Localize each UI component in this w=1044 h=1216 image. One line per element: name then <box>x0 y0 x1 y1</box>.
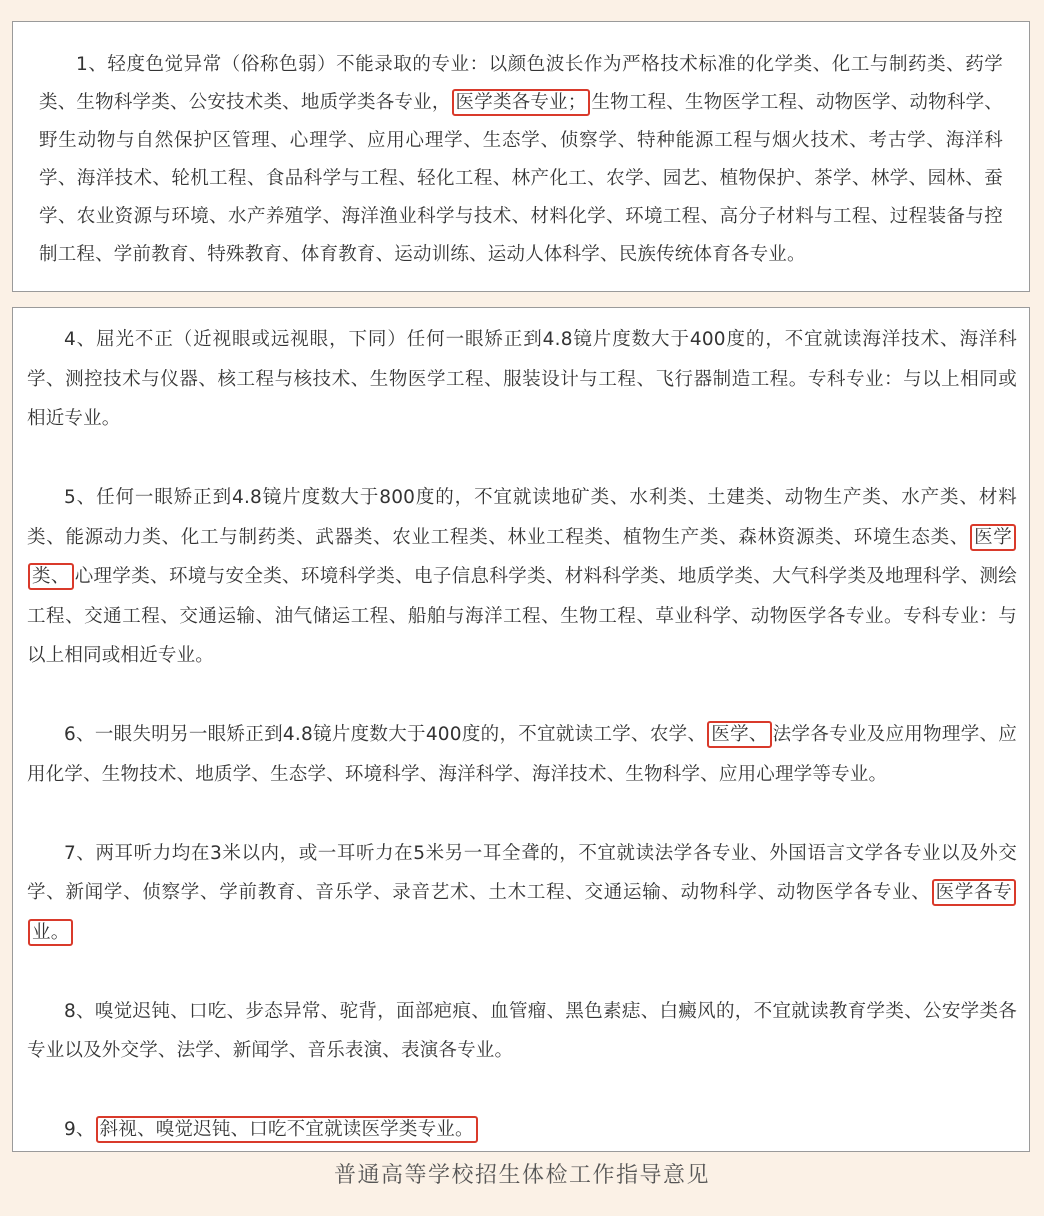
item-5 <box>27 478 1017 676</box>
item-4: 4、屈光不正（近视眼或远视眼，下同）任何一眼矫正到4.8镜片度数大于400度的，不宜就读海洋技术、海洋科学、测控技术与仪器、核工程与核技术、生物医学工程、服装设计与工程、飞行器制造工程。专科专业：与以上相同或相近专业。 <box>27 329 1017 429</box>
item-8: 8、嗅觉迟钝、口吃、步态异常、驼背，面部疤痕、血管瘤、黑色素痣、白癜风的，不宜就读教育学类、公安学类各专业以及外交学、法学、新闻学、音乐表演、表演各专业。 <box>27 1000 1017 1061</box>
item-5-highlight: 医学类、 <box>28 524 1016 591</box>
item-7 <box>27 834 1017 953</box>
excerpt-box-bottom <box>12 307 1030 1152</box>
item-6-text-after: 法学各专业及应用物理学、应用化学、生物技术、地质学、生态学、环境科学、海洋科学、海洋技术、生物科学、应用心理学等专业。 <box>27 724 1017 785</box>
item-9-highlight: 斜视、嗅觉迟钝、口吃不宜就读医学类专业。 <box>96 1116 478 1143</box>
item-1-highlight: 医学类各专业； <box>452 89 591 116</box>
source-caption: 普通高等学校招生体检工作指导意见 <box>333 1163 710 1188</box>
item-5-text-before: 5、任何一眼矫正到4.8镜片度数大于800度的，不宜就读地矿类、水利类、土建类、动物生产类、水产类、材料类、能源动力类、化工与制药类、武器类、农业工程类、林业工程类、植物生产类、森林资源类、环境生态类、 <box>27 487 1017 548</box>
item-7-text-before: 7、两耳听力均在3米以内，或一耳听力在5米另一耳全聋的，不宜就读法学各专业、外国语言文学各专业以及外交学、新闻学、侦察学、学前教育、音乐学、录音艺术、土木工程、交通运输、动物科学、动物医学各专业、 <box>27 842 1017 903</box>
item-9 <box>27 1110 1017 1150</box>
item-1-text-after: 生物工程、生物医学工程、动物医学、动物科学、野生动物与自然保护区管理、心理学、应用心理学、生态学、侦察学、特种能源工程与烟火技术、考古学、海洋科学、海洋技术、轮机工程、食品科学与工程、轻化工程、林产化工、农学、园艺、植物保护、茶学、林学、园林、蚕学、农业资源与环境、水产养殖学、海洋渔业科学与技术、材料化学、环境工程、高分子材料与工程、过程装备与控制工程、学前教育、特殊教育、体育教育、运动训练、运动人体科学、民族传统体育各专业。 <box>39 92 1003 265</box>
item-6-text-before: 6、一眼失明另一眼矫正到4.8镜片度数大于400度的，不宜就读工学、农学、 <box>64 724 707 745</box>
excerpt-box-top <box>12 21 1030 292</box>
item-5-text-after: 心理学类、环境与安全类、环境科学类、电子信息科学类、材料科学类、地质学类、大气科学类及地理科学、测绘工程、交通工程、交通运输、油气储运工程、船舶与海洋工程、生物工程、草业科学、动物医学各专业。专科专业：与以上相同或相近专业。 <box>27 566 1017 666</box>
item-1-text-before: 1、轻度色觉异常（俗称色弱）不能录取的专业：以颜色波长作为严格技术标准的化学类、化工与制药类、药学类、生物科学类、公安技术类、地质学类各专业， <box>39 54 1003 113</box>
item-7-highlight: 医学各专业。 <box>28 879 1016 946</box>
item-1 <box>39 46 1003 274</box>
item-6-highlight: 医学、 <box>707 721 771 748</box>
item-9-text-before: 9、 <box>64 1119 95 1140</box>
item-6 <box>27 715 1017 794</box>
